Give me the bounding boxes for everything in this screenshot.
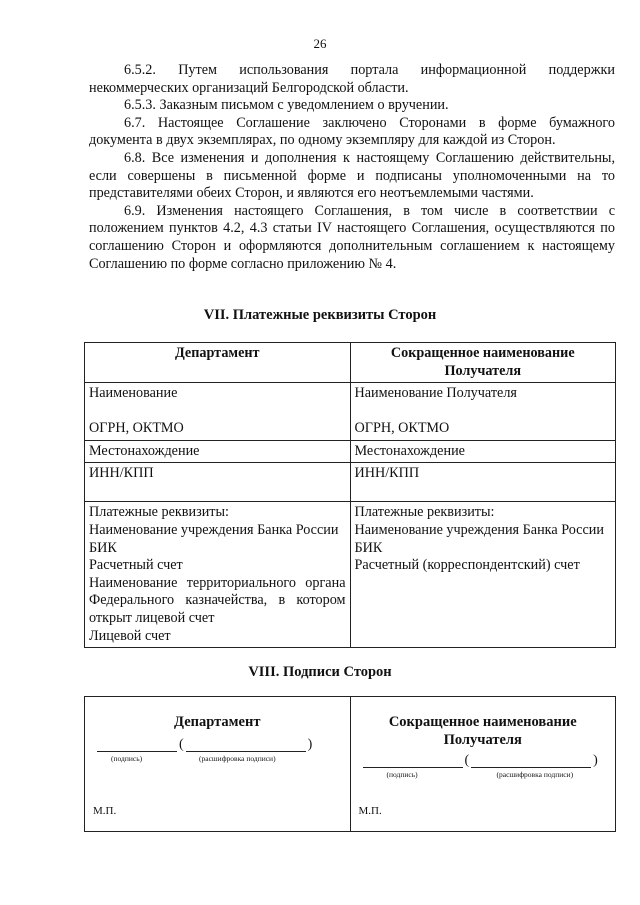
caption-decode: (расшифровка подписи) <box>199 754 276 763</box>
paragraph-6-5-3: 6.5.3. Заказным письмом с уведомлением о вручении. <box>124 97 449 114</box>
stamp-label: М.П. <box>358 805 382 817</box>
cell-recipient-payment <box>350 502 616 648</box>
paragraph-6-8: 6.8. Все изменения и дополнения к настоящему Соглашению действительны, если совершены в письменной форме и подписаны уполномоченными на то представителями обеих Сторон, и являются его неотъемлемыми частями. <box>89 149 615 202</box>
header-recipient: Сокращенное наименование Получателя <box>350 343 616 383</box>
signature-captions <box>363 770 616 779</box>
header-department: Департамент <box>85 343 351 383</box>
cell-line: ИНН/КПП <box>89 465 154 482</box>
paragraph-6-7: 6.7. Настоящее Соглашение заключено Сторонами в форме бумажного документа в двух экземплярах, по одному экземпляру для каждой из Сторон. <box>89 114 615 149</box>
decode-underline <box>471 753 591 768</box>
close-paren: ) <box>307 737 313 752</box>
signature-title-department: Департамент <box>174 714 261 730</box>
signature-underline <box>363 753 463 768</box>
cell-line: Наименование учреждения Банка России <box>354 521 604 538</box>
paragraph-6-5-2: 6.5.2. Путем использования портала информационной поддержки некоммерческих организаций Белгородской области. <box>89 62 615 96</box>
cell-line: БИК <box>89 539 117 556</box>
agreement-text <box>89 62 615 273</box>
cell-line: Наименование территориального органа Федерального казначейства, в котором открыт лицевой счет <box>89 574 346 626</box>
open-paren: ( <box>464 753 470 768</box>
page-number: 26 <box>313 36 327 51</box>
cell-line: Расчетный (корреспондентский) счет <box>354 557 580 574</box>
cell-dept-inn <box>85 463 351 502</box>
stamp-label: М.П. <box>93 805 117 817</box>
cell-dept-name <box>85 383 351 441</box>
payment-details-table <box>84 342 616 648</box>
cell-line: Наименование Получателя <box>354 385 517 401</box>
cell-line: Лицевой счет <box>89 627 171 644</box>
cell-line: Платежные реквизиты: <box>89 504 229 521</box>
signature-block-department <box>85 697 351 832</box>
table-header-row <box>85 343 616 383</box>
caption-decode: (расшифровка подписи) <box>496 770 574 779</box>
cell-line: Наименование <box>89 385 178 401</box>
signature-captions <box>97 754 350 763</box>
cell-line: Платежные реквизиты: <box>354 504 495 521</box>
cell-spacer <box>89 403 346 421</box>
caption-signature: (подпись) <box>386 770 418 779</box>
cell-line: ИНН/КПП <box>354 465 420 482</box>
caption-signature: (подпись) <box>111 754 143 763</box>
table-row <box>85 463 616 502</box>
section-8-heading: VIII. Подписи Сторон <box>248 664 392 680</box>
cell-line: Местонахождение <box>354 442 465 459</box>
signature-title-recipient: Сокращенное наименование Получателя <box>388 714 577 748</box>
cell-spacer <box>355 403 612 421</box>
signature-line <box>363 753 616 768</box>
cell-line: ОГРН, ОКТМО <box>354 420 450 437</box>
paragraph-6-9: 6.9. Изменения настоящего Соглашения, в том числе в соответствии с положением пунктов 4.2, 4.3 статьи IV настоящего Соглашения, осуществляются по соглашению Сторон и оформляются дополнительным соглашением к настоящему Соглашению по форме согласно приложению № 4. <box>89 202 615 272</box>
signature-block-recipient <box>350 697 616 832</box>
table-row <box>85 440 616 463</box>
cell-recipient-location <box>350 440 616 463</box>
signature-underline <box>97 737 177 752</box>
cell-line: Местонахождение <box>89 442 200 459</box>
signature-line <box>97 737 350 752</box>
table-row <box>85 383 616 441</box>
decode-underline <box>186 737 306 752</box>
signatures-table <box>84 696 616 832</box>
cell-recipient-name <box>350 383 616 441</box>
cell-line: ОГРН, ОКТМО <box>89 420 184 437</box>
table-row <box>85 502 616 648</box>
cell-dept-payment <box>85 502 351 648</box>
cell-line: БИК <box>354 539 383 556</box>
section-7-heading: VII. Платежные реквизиты Сторон <box>203 307 437 323</box>
open-paren: ( <box>179 737 184 752</box>
cell-dept-location <box>85 440 351 463</box>
cell-line: Наименование учреждения Банка России <box>89 521 339 538</box>
close-paren: ) <box>593 753 598 768</box>
cell-recipient-inn <box>350 463 616 502</box>
cell-line: Расчетный счет <box>89 557 183 574</box>
